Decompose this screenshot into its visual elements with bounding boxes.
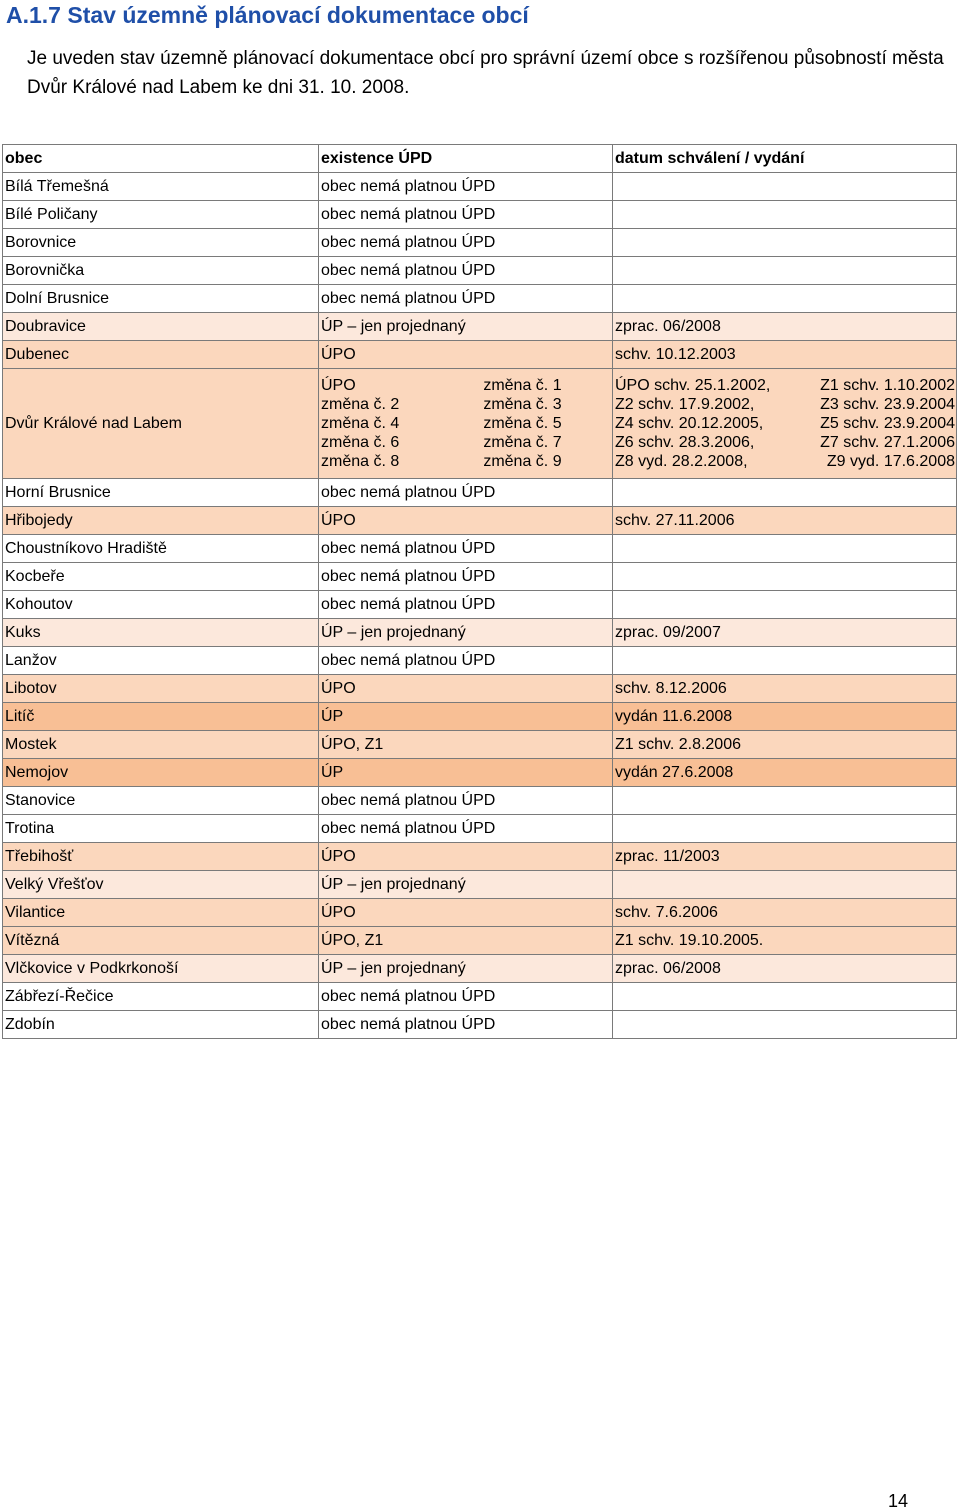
- cell-obec: Lanžov: [3, 647, 319, 675]
- table-row: [3, 285, 957, 313]
- cell-existence: ÚP – jen projednaný: [319, 871, 613, 899]
- datum-line: [615, 433, 956, 452]
- datum-part: ÚPO schv. 25.1.2002,: [615, 377, 771, 394]
- table-row: [3, 759, 957, 787]
- cell-datum: schv. 10.12.2003: [613, 341, 957, 369]
- cell-obec: Borovnice: [3, 229, 319, 257]
- datum-part: Z1 schv. 1.10.2002: [820, 377, 955, 394]
- cell-existence: ÚPO: [319, 675, 613, 703]
- table-row: [3, 871, 957, 899]
- table-row: [3, 983, 957, 1011]
- cell-existence: obec nemá platnou ÚPD: [319, 229, 613, 257]
- table-row: [3, 899, 957, 927]
- cell-datum: zprac. 06/2008: [613, 955, 957, 983]
- cell-obec: Třebihošť: [3, 843, 319, 871]
- table-body: [3, 173, 957, 1039]
- cell-existence: obec nemá platnou ÚPD: [319, 257, 613, 285]
- cell-existence: obec nemá platnou ÚPD: [319, 173, 613, 201]
- cell-datum: schv. 8.12.2006: [613, 675, 957, 703]
- table-row: [3, 173, 957, 201]
- upd-status-table: [2, 144, 957, 1039]
- existence-part: změna č. 1: [483, 377, 562, 394]
- table-row: [3, 731, 957, 759]
- cell-datum: [613, 815, 957, 843]
- cell-existence: obec nemá platnou ÚPD: [319, 1011, 613, 1039]
- cell-existence: ÚP – jen projednaný: [319, 619, 613, 647]
- cell-datum: [613, 201, 957, 229]
- existence-part: změna č. 3: [483, 396, 562, 413]
- table-row: [3, 563, 957, 591]
- existence-part: změna č. 6: [321, 434, 400, 451]
- cell-datum: [613, 479, 957, 507]
- existence-part: změna č. 4: [321, 415, 400, 432]
- table-row: [3, 955, 957, 983]
- cell-obec: Bílá Třemešná: [3, 173, 319, 201]
- cell-existence: obec nemá platnou ÚPD: [319, 535, 613, 563]
- cell-existence: ÚP: [319, 759, 613, 787]
- table-row: [3, 675, 957, 703]
- cell-existence: ÚPO: [319, 341, 613, 369]
- cell-obec: Dubenec: [3, 341, 319, 369]
- cell-datum: zprac. 09/2007: [613, 619, 957, 647]
- existence-part: změna č. 7: [483, 434, 562, 451]
- cell-datum: [613, 229, 957, 257]
- existence-line: [321, 376, 612, 395]
- table-row: [3, 703, 957, 731]
- header-obec: obec: [3, 145, 319, 173]
- datum-part: Z6 schv. 28.3.2006,: [615, 434, 755, 451]
- cell-datum: [613, 647, 957, 675]
- cell-datum: schv. 27.11.2006: [613, 507, 957, 535]
- table-row: [3, 535, 957, 563]
- existence-part: změna č. 9: [483, 453, 562, 470]
- datum-part: Z8 vyd. 28.2.2008,: [615, 453, 748, 470]
- table-row: [3, 787, 957, 815]
- table-row: [3, 1011, 957, 1039]
- page-number: 14: [888, 1491, 909, 1511]
- cell-existence: obec nemá platnou ÚPD: [319, 563, 613, 591]
- cell-obec: Velký Vřešťov: [3, 871, 319, 899]
- cell-obec: Vítězná: [3, 927, 319, 955]
- cell-existence: ÚPO: [319, 843, 613, 871]
- table-row: [3, 369, 957, 479]
- cell-existence: obec nemá platnou ÚPD: [319, 285, 613, 313]
- existence-part: ÚPO: [321, 377, 356, 394]
- table-row: [3, 927, 957, 955]
- table-row: [3, 843, 957, 871]
- table-row: [3, 229, 957, 257]
- existence-line: [321, 433, 612, 452]
- existence-part: změna č. 5: [483, 415, 562, 432]
- cell-obec: Bílé Poličany: [3, 201, 319, 229]
- cell-obec: Litíč: [3, 703, 319, 731]
- cell-obec: Choustníkovo Hradiště: [3, 535, 319, 563]
- cell-obec: Dvůr Králové nad Labem: [3, 369, 319, 479]
- cell-datum: [613, 787, 957, 815]
- cell-obec: Kohoutov: [3, 591, 319, 619]
- cell-datum: [613, 173, 957, 201]
- cell-obec: Stanovice: [3, 787, 319, 815]
- cell-existence: obec nemá platnou ÚPD: [319, 787, 613, 815]
- intro-paragraph: Je uveden stav územně plánovací dokumentace obcí pro správní území obce s rozšířenou působností města Dvůr Králové nad Labem ke dni 31. 10. 2008.: [27, 48, 944, 98]
- table-header-row: [3, 145, 957, 173]
- header-existence: existence ÚPD: [319, 145, 613, 173]
- existence-part: změna č. 2: [321, 396, 400, 413]
- cell-obec: Zábřezí-Řečice: [3, 983, 319, 1011]
- cell-datum: [613, 1011, 957, 1039]
- header-datum: datum schválení / vydání: [613, 145, 957, 173]
- cell-existence: obec nemá platnou ÚPD: [319, 983, 613, 1011]
- datum-part: Z3 schv. 23.9.2004: [820, 396, 955, 413]
- datum-part: Z5 schv. 23.9.2004: [820, 415, 955, 432]
- cell-datum: zprac. 06/2008: [613, 313, 957, 341]
- cell-existence: ÚPO, Z1: [319, 927, 613, 955]
- table-row: [3, 591, 957, 619]
- cell-datum: [613, 591, 957, 619]
- datum-part: Z9 vyd. 17.6.2008: [826, 453, 955, 470]
- datum-line: [615, 414, 956, 433]
- cell-obec: Hřibojedy: [3, 507, 319, 535]
- cell-existence: obec nemá platnou ÚPD: [319, 479, 613, 507]
- table-row: [3, 479, 957, 507]
- cell-obec: Vlčkovice v Podkrkonoší: [3, 955, 319, 983]
- cell-existence: ÚP – jen projednaný: [319, 955, 613, 983]
- cell-existence: [319, 369, 613, 479]
- cell-existence: ÚP – jen projednaný: [319, 313, 613, 341]
- table-row: [3, 619, 957, 647]
- datum-line: [615, 452, 956, 471]
- datum-part: Z7 schv. 27.1.2006: [820, 434, 955, 451]
- cell-obec: Borovnička: [3, 257, 319, 285]
- table-row: [3, 313, 957, 341]
- cell-obec: Vilantice: [3, 899, 319, 927]
- table-row: [3, 201, 957, 229]
- cell-existence: obec nemá platnou ÚPD: [319, 815, 613, 843]
- cell-datum: Z1 schv. 19.10.2005.: [613, 927, 957, 955]
- cell-existence: obec nemá platnou ÚPD: [319, 647, 613, 675]
- existence-line: [321, 452, 612, 471]
- cell-obec: Trotina: [3, 815, 319, 843]
- section-heading: A.1.7 Stav územně plánovací dokumentace obcí: [6, 2, 529, 28]
- cell-datum: schv. 7.6.2006: [613, 899, 957, 927]
- cell-datum: vydán 11.6.2008: [613, 703, 957, 731]
- cell-obec: Dolní Brusnice: [3, 285, 319, 313]
- existence-line: [321, 414, 612, 433]
- table-row: [3, 507, 957, 535]
- datum-line: [615, 395, 956, 414]
- existence-part: změna č. 8: [321, 453, 400, 470]
- cell-obec: Nemojov: [3, 759, 319, 787]
- cell-existence: obec nemá platnou ÚPD: [319, 591, 613, 619]
- cell-obec: Kocbeře: [3, 563, 319, 591]
- cell-obec: Zdobín: [3, 1011, 319, 1039]
- table-row: [3, 647, 957, 675]
- cell-datum: zprac. 11/2003: [613, 843, 957, 871]
- cell-datum: [613, 535, 957, 563]
- cell-obec: Libotov: [3, 675, 319, 703]
- cell-obec: Mostek: [3, 731, 319, 759]
- cell-datum: Z1 schv. 2.8.2006: [613, 731, 957, 759]
- datum-part: Z4 schv. 20.12.2005,: [615, 415, 764, 432]
- datum-line: [615, 376, 956, 395]
- cell-datum: [613, 983, 957, 1011]
- cell-datum: vydán 27.6.2008: [613, 759, 957, 787]
- cell-existence: ÚP: [319, 703, 613, 731]
- table-row: [3, 341, 957, 369]
- cell-existence: ÚPO, Z1: [319, 731, 613, 759]
- cell-datum: [613, 369, 957, 479]
- cell-existence: ÚPO: [319, 507, 613, 535]
- datum-part: Z2 schv. 17.9.2002,: [615, 396, 755, 413]
- cell-obec: Horní Brusnice: [3, 479, 319, 507]
- cell-obec: Doubravice: [3, 313, 319, 341]
- table-row: [3, 815, 957, 843]
- cell-datum: [613, 563, 957, 591]
- table-row: [3, 257, 957, 285]
- cell-existence: obec nemá platnou ÚPD: [319, 201, 613, 229]
- cell-datum: [613, 257, 957, 285]
- cell-datum: [613, 285, 957, 313]
- cell-obec: Kuks: [3, 619, 319, 647]
- cell-existence: ÚPO: [319, 899, 613, 927]
- existence-line: [321, 395, 612, 414]
- cell-datum: [613, 871, 957, 899]
